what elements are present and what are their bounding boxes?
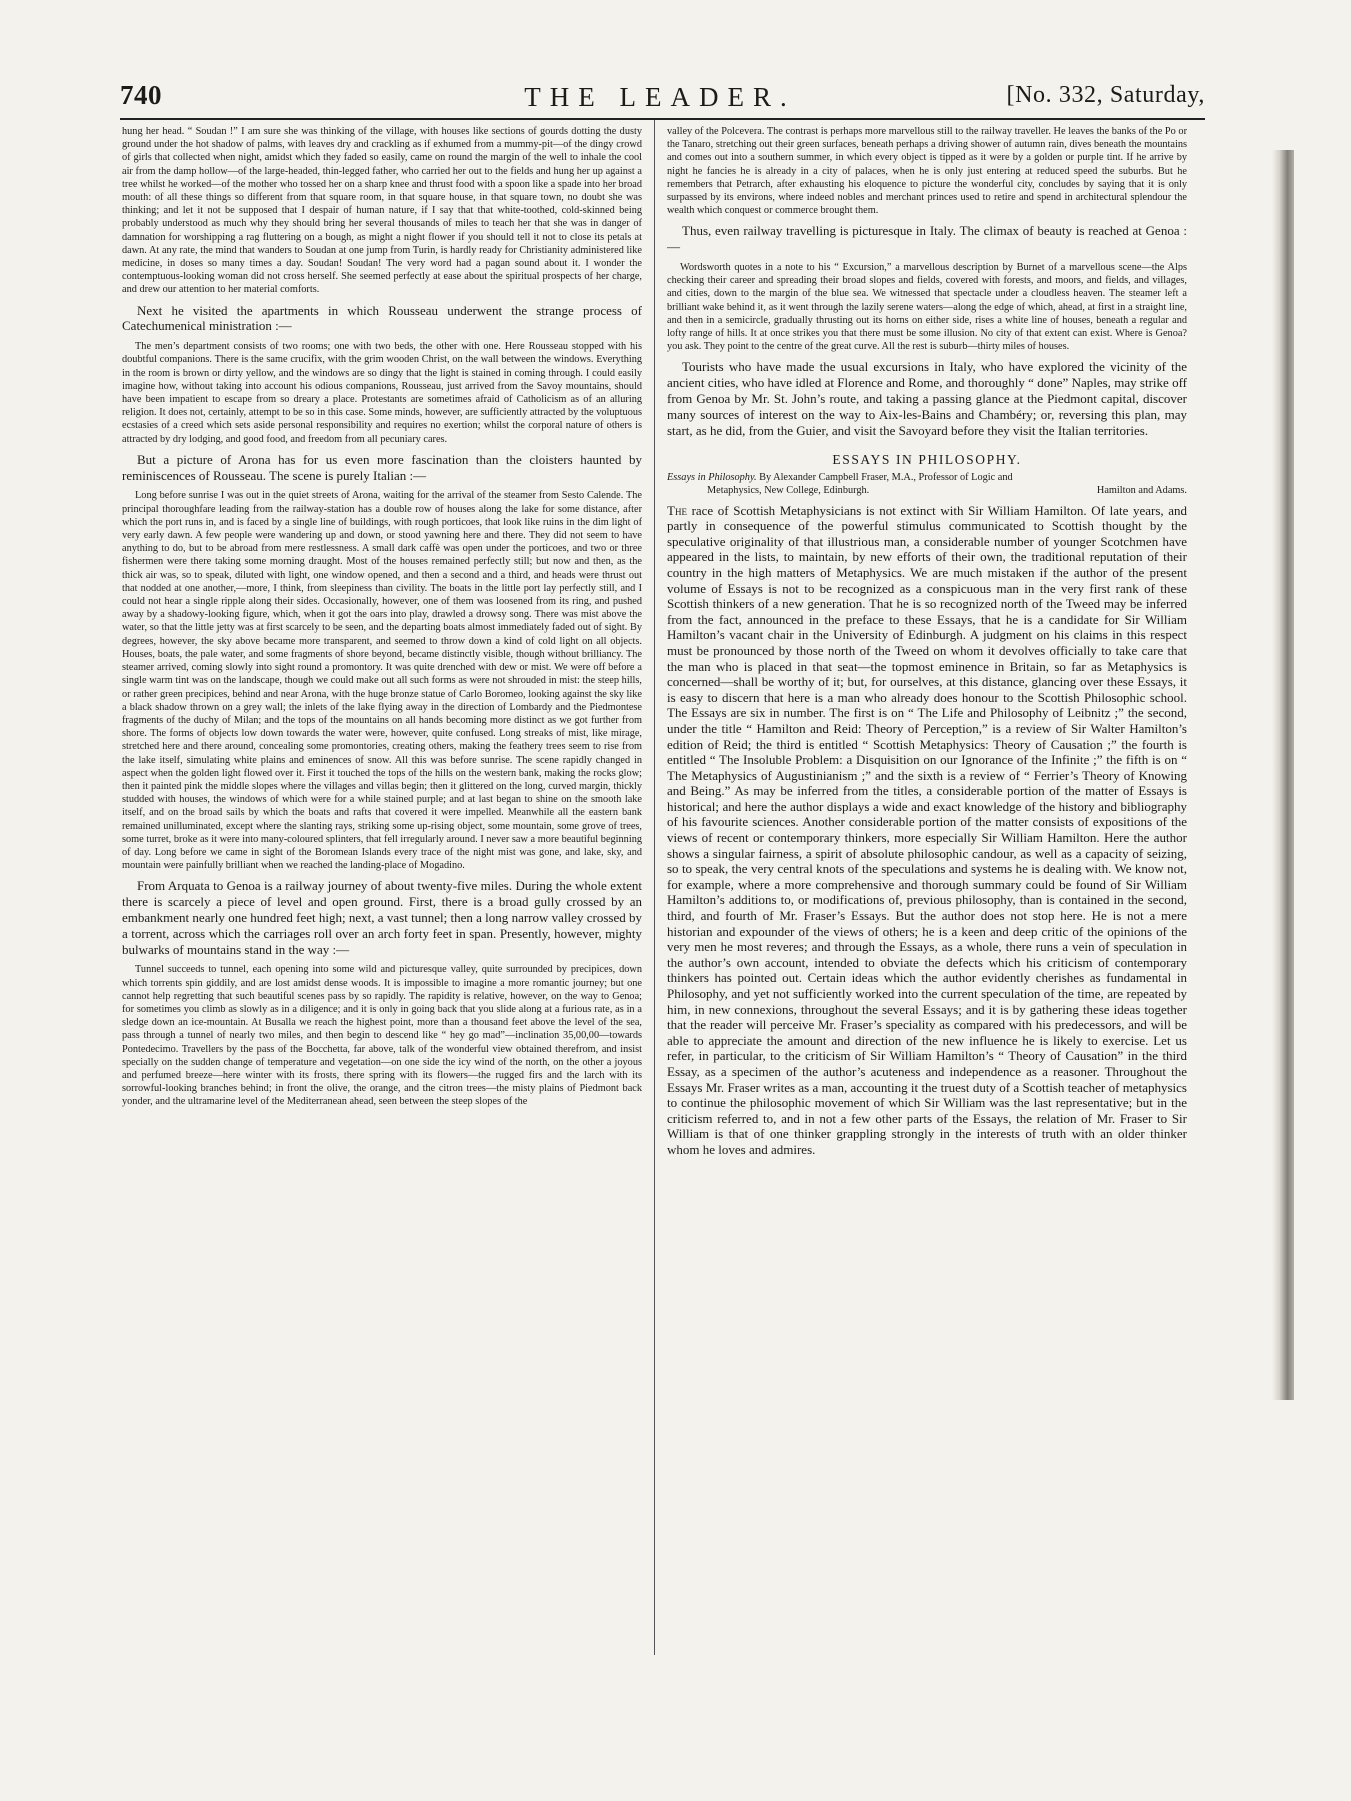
issue-label: [No. 332, Saturday, — [1006, 82, 1205, 108]
body-paragraph: Tourists who have made the usual excursions in Italy, who have explored the vicinity of the ancient cities, who have idled at Florence and Rome, and thoroughly “ done” Naples, may strike off from Genoa by Mr. St. John’s route, and taking a passing glance at the Piedmont capital, discover many sources of interest on the way to Aix-les-Bains and Chambéry; or, reversing this plan, may start, as he did, from the Guier, and visit the Savoyard before they visit the Italian territories. — [667, 359, 1187, 438]
page-header — [120, 80, 1205, 120]
quote-paragraph: Long before sunrise I was out in the quiet streets of Arona, waiting for the arrival of the steamer from Sesto Calende. The principal thoroughfare leading from the railway-station has a double row of houses along the lake for some distance, after which the port runs in, and is faced by a single line of buildings, with rough porticoes, that look like ruins in the dim light of very early dawn. A few people were wandering up and down, or stood yawning here and there. They did not seem to have anything to do, but to be abroad from mere restlessness. A small dark caffè was open under the porticoes, and two or three fishermen were there taking some morning draught. Most of the houses remained perfectly still; but now and then, as the thick air was, so to speak, diluted with light, one window opened, and then a second and a third, and heads were thrust out that nodded at one another,—more, I think, from sleepiness than civility. The boats in the little port lay perfectly still, and I could not hear a single ripple along their sides. Occasionally, however, one of them was loosened from its ring, and pushed away by a shadowy-looking figure, which, when it got the oars into play, drawled a drowsy song. There was mist above the water, so that the little jetty was at first scarcely to be seen, and the departing boats almost immediately faded out of sight. By degrees, however, the sky above became more transparent, and seemed to throw down a kind of cold light on all objects. Houses, boats, the pale water, and some fragments of shore beyond, became distinctly visible, though without brilliancy. The steamer arrived, coming slowly into sight round a promontory. It was quite drenched with dew or mist. We were off before a single warm tint was on the landscape, though we could make out all such forms as were not shrouded in mist: the steep hills, or rather green precipices, behind and near Arona, with the huge bronze statue of Carlo Boromeo, looking against the sky like a black shadow thrown on a grey wall; the inlets of the lake flying away in the direction of Lombardy and the Piedmontese fragments of the duchy of Milan; and the tops of the mountains on all hands becoming more distinct as we got further from shore. The forms of objects low down towards the water were, however, quite confused. Long streaks of mist, like mirage, stretched here and there around, concealing some promontories, creating others, making the feathery trees seem to rise from the lake itself, simulating white plains and eminences of snow. All this was before sunrise. The scene rapidly changed in aspect when the golden light flowed over it. First it touched the tops of the hills on the western bank, making the rocks glow; then it painted pink the middle slopes where the villages and villas begin; then it glittered on the long, curved margin, thickly studded with houses, the windows of which were for a while stained purple; and at last began to shine on the smooth lake itself, and on the broad sails by which the boats and rafts that covered it were impelled. Meanwhile all the eastern bank remained unilluminated, except where the slanting rays, striking some up-rising object, some mountain, some grove of trees, some turret, broke as it were into many-coloured splinters, that fell irregularly around. I never saw a more beautiful beginning of day. Long before we came in sight of the Boromean Islands every trace of the night mist was gone, and lake, sky, and mountain were painfully brilliant when we reached the landing-place of Mogadino. — [122, 490, 642, 872]
right-column — [667, 125, 1187, 1650]
body-paragraph: But a picture of Arona has for us even more fascination than the cloisters haunted by reminiscences of Rousseau. The scene is purely Italian :— — [122, 451, 642, 483]
quote-paragraph: The men’s department consists of two rooms; one with two beds, the other with one. Here Rousseau stopped with his doubtful companions. There is the same crucifix, with the grim wooden Christ, on the wall between the windows. Everything in the room is brown or dirty yellow, and the windows are so dingy that the light is stained in coming through. I could easily imagine how, without taking into account his odious companions, Rousseau, just arrived from the Savoy mountains, should have been impatient to escape from so dreary a place. Protestants are sometimes afraid of Catholicism as of an alluring religion. It does not, certainly, attempt to be so in this case. Some minds, however, are sufficiently attracted by the voluptuous ecstasies of a creed which sets aside personal responsibility and requires no exertion; whilst the corporal nature of others is attracted by dry lodging, and good food, and freedom from all pecuniary cares. — [122, 341, 642, 445]
citation-title: Essays in Philosophy. — [667, 472, 757, 484]
body-paragraph: Thus, even railway travelling is picturesque in Italy. The climax of beauty is reached at Genoa :— — [667, 223, 1187, 255]
masthead: THE LEADER. — [524, 82, 796, 112]
body-paragraph: From Arquata to Genoa is a railway journey of about twenty-five miles. During the whole extent there is scarcely a piece of level and open ground. First, there is a broad gully crossed by an embankment nearly one hundred feet high; next, a vast tunnel; then a long narrow valley crossed by a torrent, across which the carriages roll over an arch forty feet in span. Presently, however, mighty bulwarks of mountains stand in the way :— — [122, 878, 642, 957]
left-column — [122, 125, 642, 1650]
essay-body-text: race of Scottish Metaphysicians is not extinct with Sir William Hamilton. Of late years, and partly in consequence of the powerful stimulus communicated to Scottish thought by the speculative originality of that illustrious man, a considerable number of younger Scotchmen have appeared in the lists, to maintain, by new efforts of their own, the traditional reputation of their country in the high matters of Metaphysics. We are much mistaken if the author of the present volume of Essays is not to be recognized as a conspicuous man in the very first rank of these Scottish thinkers of a new generation. That he is so recognized north of the Tweed may be inferred from the fact, announced in the preface to these Essays, that he is a candidate for Sir William Hamilton’s vacant chair in the University of Edinburgh. A judgment on his claims in this respect must be pronounced by those north of the Tweed on whom it devolves officially to take care that the man who is placed in that seat—the topmost eminence in Britain, so far as Metaphysics is concerned—shall be worthy of it; but, for ourselves, at this distance, glancing over these Essays, it is easy to discern that here is a man who already does honour to the Scottish Philosophic school. The Essays are six in number. The first is on “ The Life and Philosophy of Leibnitz ;” the second, under the title “ Hamilton and Reid: Theory of Perception,” is a review of Sir Walter Hamilton’s edition of Reid; the third is entitled “ Scottish Metaphysics: Theory of Causation ;” the fourth is entitled “ The Insoluble Problem: a Disquisition on our Ignorance of the Infinite ;” the fifth is on “ The Metaphysics of Augustinianism ;” and the sixth is a review of “ Ferrier’s Theory of Knowing and Being.” As may be inferred from the titles, a considerable portion of the matter of Essays is historical; and here the author displays a wide and exact knowledge of the history and bibliography of his favourite sciences. Another considerable portion of the matter consists of expositions of the views of recent or contemporary thinkers, more especially Sir William Hamilton. Here the author shows a singular fairness, a spirit of absolute philosophic candour, as well as a capacity of seizing, so to speak, the very central knots of the speculations and systems he is dealing with. We know not, for example, where a more comprehensive and thorough summary could be found of Sir William Hamilton’s additions to, or modifications of, previous philosophy, than is contained in the second, third, and fourth of Mr. Fraser’s Essays. But the author does not stop here. He is not a mere historian and expounder of the views of others; he is a keen and deep critic of the opinions of the very men he most reveres; and through the Essays, as a whole, there runs a vein of speculation in the author’s own account, intended to obviate the defects which his criticism of contemporary thinkers has pointed out. Certain ideas which the author evidently cherishes as fundamental in Philosophy, and yet not sufficiently worked into the current speculation of the time, are repeated by him, in new connexions, throughout the several Essays; and it is by gathering these ideas together that the reader will perceive Mr. Fraser’s speciality as compared with his predecessors, and will be able to appreciate the amount and direction of the new influence he is likely to exercise. Let us refer, in particular, to the criticism of Sir William Hamilton’s “ Theory of Causation” in the third Essay, as a specimen of the author’s acuteness and independence as a reasoner. Throughout the Essays Mr. Fraser writes as a man, accounting it the truest duty of a Scottish teacher of metaphysics to continue the philosophic movement of which Sir William was the last representative; but in the criticism referred to, and in not a few other parts of the Essays, the relation of Mr. Fraser to Sir William is that of one thinker grappling strongly in the interests of truth with an older thinker whom he loves and admires. — [667, 502, 1187, 1157]
quote-paragraph: Tunnel succeeds to tunnel, each opening into some wild and picturesque valley, quite surrounded by precipices, down which torrents spin giddily, and are lost amidst dense woods. It is impossible to imagine a more romantic journey; but one cannot help regretting that such beautiful scenes pass by so rapidly. The rapidity is relative, however, on the way to Genoa; for sometimes you climb as slowly as in a diligence; and it is only in going back that you slide along at a furious rate, as in a sledge down an ice-mountain. At Busalla we reach the highest point, more than a thousand feet above the level of the sea, pass through a tunnel of nearly two miles, and then begin to descend like “ hey go mad”—inclination 35,00,00—towards Pontedecimo. Travellers by the pass of the Bocchetta, far above, talk of the wonderful view obtained therefrom, and insist specially on the sudden change of temperature and vegetation—on one side the icy wind of the north, on the other a joyous and perfumed breeze—here winter with its frosts, there spring with its flowers—the rugged firs and the larch with its sorrowful-looking branches behind; in front the olive, the orange, and the citron trees—the misty plains of Piedmont back yonder, and the ultramarine level of the Mediterranean ahead, seen between the steep slopes of the — [122, 964, 642, 1108]
citation-place: Metaphysics, New College, Edinburgh. — [707, 485, 870, 497]
section-title: ESSAYS IN PHILOSOPHY. — [832, 452, 1022, 468]
essay-paragraph — [667, 503, 1187, 1158]
header-rule — [120, 118, 1205, 120]
book-citation — [667, 472, 1187, 497]
citation-author: By Alexander Campbell Fraser, M.A., Professor of Logic and — [759, 472, 1013, 484]
essay-lead-word: The — [667, 502, 687, 518]
page-number: 740 — [120, 80, 162, 110]
quote-paragraph: valley of the Polcevera. The contrast is perhaps more marvellous still to the railway traveller. He leaves the banks of the Po or the Tanaro, stretching out their green surfaces, beneath perhaps a driving shower of autumn rain, dives beneath the mountains and comes out into a southern summer, in which every object is tipped as it were by a golden or purple tint. If he arrive by night he fancies he is already in a city of palaces, when he is only just entering at reduced speed the suburbs. But he remembers that Petrarch, after exhausting his eloquence to picture the wonderful city, concludes by saying that it is only surpassed by its environs, where indeed nobles and merchant princes used to retire and spend in architectural splendour the wealth which conquest or commerce brought them. — [667, 126, 1187, 217]
body-paragraph: Next he visited the apartments in which Rousseau underwent the strange process of Catechumenical ministration :— — [122, 302, 642, 334]
column-divider — [654, 120, 655, 1655]
quote-paragraph: Wordsworth quotes in a note to his “ Excursion,” a marvellous description by Burnet of a marvellous scene—the Alps checking their career and spreading their broad slopes and fields, covered with forests, and moors, and fields, and villages, and cities, down to the margin of the blue sea. We witnessed that spectacle under a cloudless heaven. The steamer left a brilliant wake behind it, as it went through the lazily serene waters—along the edge of which, ahead, at first in a straight line, and then in a semicircle, gradually thrusting out its horns on either side, rises a white line of houses, beneath a regular and lofty range of hills. It at once strikes you that there must be some illusion. No city of that extent can exist. Where is Genoa? you ask. They point to the centre of the great curve. All the rest is suburb—thirty miles of houses. — [667, 262, 1187, 353]
citation-publisher: Hamilton and Adams. — [1096, 485, 1187, 497]
quote-paragraph: hung her head. “ Soudan !” I am sure she was thinking of the village, with houses like sections of gourds dotting the dusty ground under the hot shadow of palms, with leaves dry and crackling as if exhumed from a mummy-pit—of the dingy crowd of girls that collected when night, amidst which they faded so easily, came on round the margin of the well to inhale the cool air from the damp hollow—of the large-headed, thin-legged father, who carried her out to the fields and hung her up against a tree whilst he worked—of the mother who tossed her on a sharp knee and thrust food with a spoon like a spade into her broad mouth: of all these things so different from that square room, in that square house, in that square town, no doubt she was thinking; and let it not be supposed that I despair of human nature, if I say that that white-toothed, cold-skinned being probably understood as much why they should bring her several thousands of miles to teach her that she was in danger of damnation for worshipping a rag fluttering on a bough, as might a night flower if you should tell it not to close its petals at dawn. At any rate, the mind that wanders to Soudan at one jump from Turin, is hardly ready for Christianity administered like medicine, in doses so many times a day. Soudan! Soudan! The very word had a pagan sound about it. I wonder the contemptuous-looking woman did not cross herself. She seemed perfectly at ease about the spiritual prospects of her charge, and drew our attention to her material comforts. — [122, 126, 642, 296]
page-edge-shadow — [1272, 150, 1294, 1400]
